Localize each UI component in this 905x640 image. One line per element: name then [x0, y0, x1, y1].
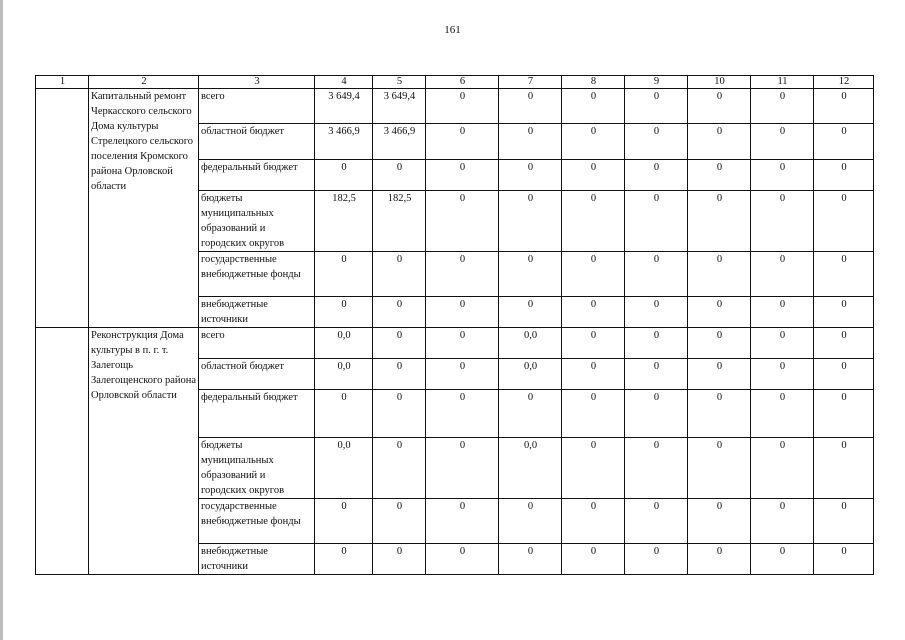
- value-cell: 0: [625, 89, 688, 124]
- value-cell: 0: [814, 328, 874, 359]
- value-cell: 0: [814, 390, 874, 438]
- value-cell: 0,0: [499, 438, 562, 499]
- funding-source: всего: [199, 89, 315, 124]
- funding-source: государственные внебюджетные фонды: [199, 252, 315, 297]
- project-name: Реконструкция Дома культуры в п. г. т. Залегощь Залегощенского района Орловской области: [89, 328, 199, 575]
- value-cell: 0: [373, 390, 426, 438]
- funding-source: бюджеты муниципальных образований и городских округов: [199, 191, 315, 252]
- value-cell: 0: [814, 438, 874, 499]
- value-cell: 0: [426, 390, 499, 438]
- funding-source: областной бюджет: [199, 359, 315, 390]
- table-row: [36, 328, 874, 359]
- funding-source: государственные внебюджетные фонды: [199, 499, 315, 544]
- value-cell: 0: [562, 544, 625, 575]
- value-cell: 0: [373, 438, 426, 499]
- value-cell: 0: [426, 328, 499, 359]
- value-cell: 3 466,9: [373, 124, 426, 160]
- value-cell: 0: [625, 359, 688, 390]
- page-number: 161: [444, 24, 461, 36]
- value-cell: 0: [562, 359, 625, 390]
- value-cell: 0: [562, 124, 625, 160]
- value-cell: 0: [625, 499, 688, 544]
- value-cell: 0: [688, 390, 751, 438]
- value-cell: 0: [814, 191, 874, 252]
- value-cell: 3 649,4: [373, 89, 426, 124]
- funding-source: внебюджетные источники: [199, 297, 315, 328]
- value-cell: 0: [499, 252, 562, 297]
- value-cell: 0: [688, 544, 751, 575]
- value-cell: 0: [499, 499, 562, 544]
- budget-table: [35, 75, 874, 575]
- value-cell: 0: [814, 124, 874, 160]
- value-cell: 0: [751, 252, 814, 297]
- value-cell: 0: [751, 89, 814, 124]
- value-cell: 0: [625, 328, 688, 359]
- value-cell: 0: [814, 297, 874, 328]
- funding-source: бюджеты муниципальных образований и городских округов: [199, 438, 315, 499]
- column-number: 7: [499, 76, 562, 89]
- column-number: 1: [36, 76, 89, 89]
- value-cell: 0: [562, 160, 625, 191]
- value-cell: 0: [814, 544, 874, 575]
- funding-source: всего: [199, 328, 315, 359]
- column-number: 11: [751, 76, 814, 89]
- value-cell: 0: [315, 252, 373, 297]
- value-cell: 0: [751, 499, 814, 544]
- value-cell: 0: [373, 328, 426, 359]
- value-cell: 0: [315, 544, 373, 575]
- value-cell: 0: [751, 544, 814, 575]
- column-number: 5: [373, 76, 426, 89]
- value-cell: 0: [688, 124, 751, 160]
- value-cell: 0: [625, 297, 688, 328]
- value-cell: 0: [814, 499, 874, 544]
- column-number: 2: [89, 76, 199, 89]
- column-number: 8: [562, 76, 625, 89]
- value-cell: 0: [499, 124, 562, 160]
- value-cell: 0: [562, 89, 625, 124]
- value-cell: 0: [751, 328, 814, 359]
- value-cell: 0: [315, 499, 373, 544]
- value-cell: 0: [426, 252, 499, 297]
- column-number: 12: [814, 76, 874, 89]
- value-cell: 0: [688, 252, 751, 297]
- value-cell: 0: [814, 252, 874, 297]
- value-cell: 0,0: [499, 359, 562, 390]
- value-cell: 0,0: [315, 359, 373, 390]
- funding-source: федеральный бюджет: [199, 160, 315, 191]
- value-cell: 0: [688, 438, 751, 499]
- value-cell: 0: [562, 499, 625, 544]
- value-cell: 0: [562, 328, 625, 359]
- value-cell: 0: [625, 252, 688, 297]
- value-cell: 0: [688, 499, 751, 544]
- value-cell: 182,5: [373, 191, 426, 252]
- value-cell: 0: [688, 89, 751, 124]
- value-cell: 0: [751, 390, 814, 438]
- value-cell: 0: [625, 160, 688, 191]
- column-number: 9: [625, 76, 688, 89]
- value-cell: 0: [814, 160, 874, 191]
- value-cell: 0: [625, 124, 688, 160]
- value-cell: 0: [499, 544, 562, 575]
- table-row: [36, 89, 874, 124]
- value-cell: 0: [562, 252, 625, 297]
- value-cell: 0: [688, 359, 751, 390]
- value-cell: 0: [373, 544, 426, 575]
- budget-table-body: [36, 76, 874, 575]
- value-cell: 0: [688, 191, 751, 252]
- column-number: 4: [315, 76, 373, 89]
- value-cell: 0: [625, 438, 688, 499]
- value-cell: 0: [315, 390, 373, 438]
- funding-source: областной бюджет: [199, 124, 315, 160]
- value-cell: 0: [499, 191, 562, 252]
- value-cell: 0: [373, 297, 426, 328]
- project-name: Капитальный ремонт Черкасского сельского Дома культуры Стрелецкого сельского поселения Кромского района Орловской области: [89, 89, 199, 328]
- value-cell: 0: [688, 160, 751, 191]
- value-cell: 0: [751, 297, 814, 328]
- value-cell: 0: [373, 499, 426, 544]
- value-cell: 0: [426, 124, 499, 160]
- value-cell: 0: [625, 390, 688, 438]
- value-cell: 0: [562, 438, 625, 499]
- value-cell: 0: [426, 297, 499, 328]
- value-cell: 0: [751, 191, 814, 252]
- value-cell: 3 466,9: [315, 124, 373, 160]
- value-cell: 0: [499, 160, 562, 191]
- value-cell: 0: [688, 328, 751, 359]
- value-cell: 0: [625, 191, 688, 252]
- value-cell: 0: [373, 359, 426, 390]
- value-cell: 0: [751, 438, 814, 499]
- value-cell: 0: [499, 297, 562, 328]
- value-cell: 0,0: [315, 438, 373, 499]
- value-cell: 3 649,4: [315, 89, 373, 124]
- value-cell: 0: [499, 390, 562, 438]
- value-cell: 0: [688, 297, 751, 328]
- value-cell: 0: [625, 544, 688, 575]
- column-number: 3: [199, 76, 315, 89]
- value-cell: 0: [499, 89, 562, 124]
- value-cell: 0: [315, 297, 373, 328]
- column-number-row: [36, 76, 874, 89]
- value-cell: 0: [315, 160, 373, 191]
- value-cell: 0: [426, 359, 499, 390]
- value-cell: 0: [751, 359, 814, 390]
- value-cell: 0: [426, 499, 499, 544]
- column-number: 6: [426, 76, 499, 89]
- value-cell: 0: [814, 359, 874, 390]
- value-cell: 0: [426, 160, 499, 191]
- value-cell: 0: [426, 89, 499, 124]
- value-cell: 0,0: [315, 328, 373, 359]
- value-cell: 0: [373, 160, 426, 191]
- empty-cell: [36, 328, 89, 575]
- empty-cell: [36, 89, 89, 328]
- value-cell: 0: [373, 252, 426, 297]
- column-number: 10: [688, 76, 751, 89]
- value-cell: 0: [426, 544, 499, 575]
- value-cell: 0: [426, 191, 499, 252]
- value-cell: 0: [814, 89, 874, 124]
- value-cell: 182,5: [315, 191, 373, 252]
- value-cell: 0,0: [499, 328, 562, 359]
- value-cell: 0: [562, 297, 625, 328]
- value-cell: 0: [426, 438, 499, 499]
- page-left-edge: [0, 0, 3, 640]
- funding-source: федеральный бюджет: [199, 390, 315, 438]
- value-cell: 0: [751, 160, 814, 191]
- value-cell: 0: [562, 390, 625, 438]
- value-cell: 0: [751, 124, 814, 160]
- funding-source: внебюджетные источники: [199, 544, 315, 575]
- value-cell: 0: [562, 191, 625, 252]
